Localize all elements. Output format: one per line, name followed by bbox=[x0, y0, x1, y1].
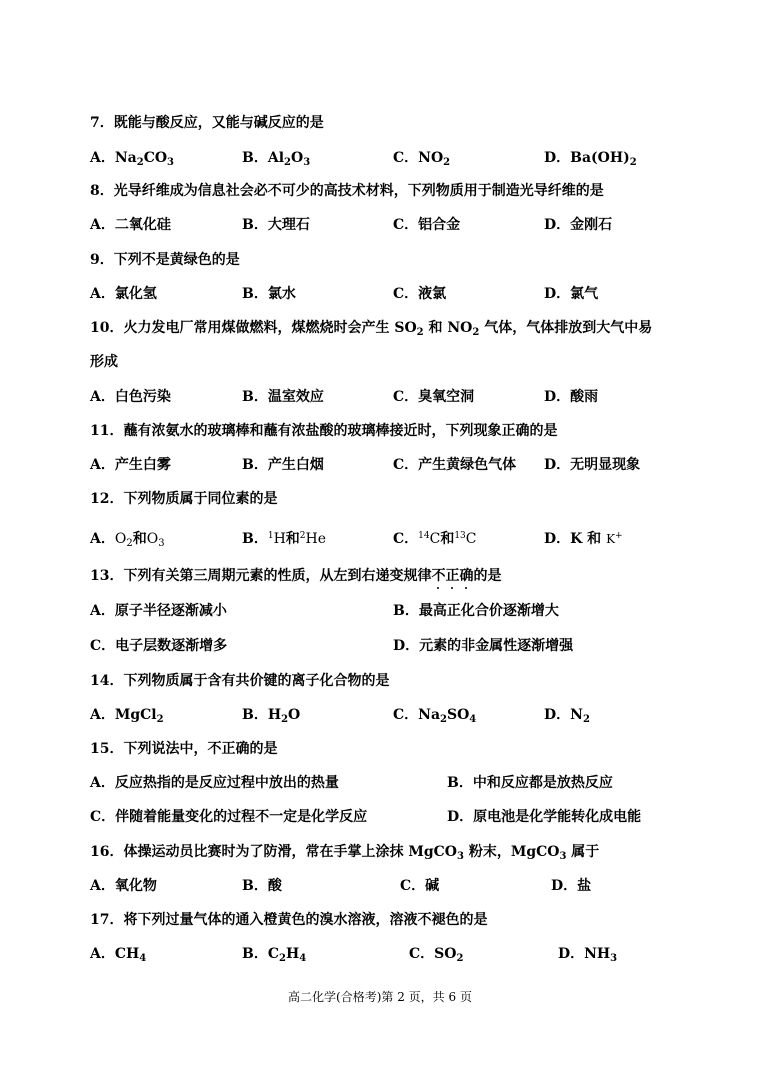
q7-option-c: C．$NO_2$ bbox=[393, 150, 451, 168]
q7-option-d: D．$Ba(OH)_2$ bbox=[544, 150, 637, 168]
q13-option-b: B．最高正化合价逐渐增大 bbox=[393, 603, 559, 619]
question-12-stem: 12．下列物质属于同位素的是 bbox=[90, 491, 278, 507]
q15-option-b: B．中和反应都是放热反应 bbox=[447, 775, 613, 791]
question-11-stem: 11．蘸有浓氨水的玻璃棒和蘸有浓盐酸的玻璃棒接近时，下列现象正确的是 bbox=[90, 423, 558, 439]
q10-option-d: D．酸雨 bbox=[544, 389, 599, 405]
q8-option-d: D．金刚石 bbox=[544, 217, 613, 233]
q7-option-a: A．$Na_2CO_3$ bbox=[90, 150, 175, 168]
q11-option-d: D．无明显现象 bbox=[544, 457, 641, 473]
q14-option-a: A．MgCl$_2$ bbox=[90, 707, 164, 725]
q13-option-a: A．原子半径逐渐减小 bbox=[90, 603, 227, 619]
q14-option-c: C．$Na_2SO_4$ bbox=[393, 707, 477, 725]
q16-option-a: A．氧化物 bbox=[90, 878, 157, 894]
q16-option-c: C．碱 bbox=[400, 878, 440, 894]
page-footer: 高二化学(合格考)第 2 页，共 6 页 bbox=[288, 990, 472, 1004]
q10-option-c: C．臭氧空洞 bbox=[393, 389, 475, 405]
q15-option-d: D．原电池是化学能转化成电能 bbox=[447, 809, 642, 825]
q10-option-a: A．白色污染 bbox=[90, 389, 171, 405]
q16-option-b: B．酸 bbox=[242, 878, 282, 894]
q9-option-a: A．氯化氢 bbox=[90, 286, 157, 302]
q15-option-c: C．伴随着能量变化的过程不一定是化学反应 bbox=[90, 809, 368, 825]
q8-option-b: B．大理石 bbox=[242, 217, 310, 233]
q12-option-a: A．$O_2$和$O_3$ bbox=[90, 531, 165, 549]
q9-option-d: D．氯气 bbox=[544, 286, 599, 302]
question-15-stem: 15．下列说法中，不正确的是 bbox=[90, 741, 278, 757]
question-13-stem: 13．下列有关第三周期元素的性质，从左到右递变规律不正确的是 bbox=[90, 568, 502, 584]
question-8-stem: 8．光导纤维成为信息社会必不可少的高技术材料，下列物质用于制造光导纤维的是 bbox=[90, 183, 604, 199]
q17-option-a: A．$CH_4$ bbox=[90, 946, 147, 964]
q13-option-c: C．电子层数逐渐增多 bbox=[90, 638, 228, 654]
q14-option-d: D．$N_2$ bbox=[544, 707, 590, 725]
q10-option-b: B．温室效应 bbox=[242, 389, 324, 405]
q8-option-c: C．铝合金 bbox=[393, 217, 461, 233]
q9-option-c: C．液氯 bbox=[393, 286, 447, 302]
q13-option-d: D．元素的非金属性逐渐增强 bbox=[393, 638, 574, 654]
q17-option-c: C．$SO_2$ bbox=[409, 946, 464, 964]
question-7-stem: 7．既能与酸反应，又能与碱反应的是 bbox=[90, 115, 324, 131]
q12-option-b: B．$^1$H和$^2$He bbox=[242, 531, 327, 547]
q17-option-d: D．$NH_3$ bbox=[558, 946, 618, 964]
question-14-stem: 14．下列物质属于含有共价键的离子化合物的是 bbox=[90, 673, 390, 689]
q9-option-b: B．氯水 bbox=[242, 286, 296, 302]
question-9-stem: 9．下列不是黄绿色的是 bbox=[90, 252, 240, 268]
q14-option-b: B．$H_2O$ bbox=[242, 707, 301, 725]
q15-option-a: A．反应热指的是反应过程中放出的热量 bbox=[90, 775, 339, 791]
q11-option-a: A．产生白雾 bbox=[90, 457, 171, 473]
question-10-stem: 10．火力发电厂常用煤做燃料，煤燃烧时会产生 $SO_2$ 和 $NO_2$ 气体，气体排放到大气中易 bbox=[90, 320, 653, 338]
q7-option-b: B．$Al_2O_3$ bbox=[242, 150, 311, 168]
q12-option-d: D．K 和 K+ bbox=[544, 531, 623, 547]
q12-option-c: C．$^{14}$C和$^{13}$C bbox=[393, 531, 477, 547]
question-10-stem-line2: 形成 bbox=[90, 354, 118, 370]
q16-option-d: D．盐 bbox=[551, 878, 592, 894]
question-16-stem: 16．体操运动员比赛时为了防滑，常在手掌上涂抹 MgCO$_3$ 粉末，MgCO$_3$ 属于 bbox=[90, 844, 600, 862]
q11-option-b: B．产生白烟 bbox=[242, 457, 324, 473]
q17-option-b: B．$C_2H_4$ bbox=[242, 946, 307, 964]
q8-option-a: A．二氧化硅 bbox=[90, 217, 171, 233]
question-17-stem: 17．将下列过量气体的通入橙黄色的溴水溶液，溶液不褪色的是 bbox=[90, 912, 488, 928]
q11-option-c: C．产生黄绿色气体 bbox=[393, 457, 517, 473]
